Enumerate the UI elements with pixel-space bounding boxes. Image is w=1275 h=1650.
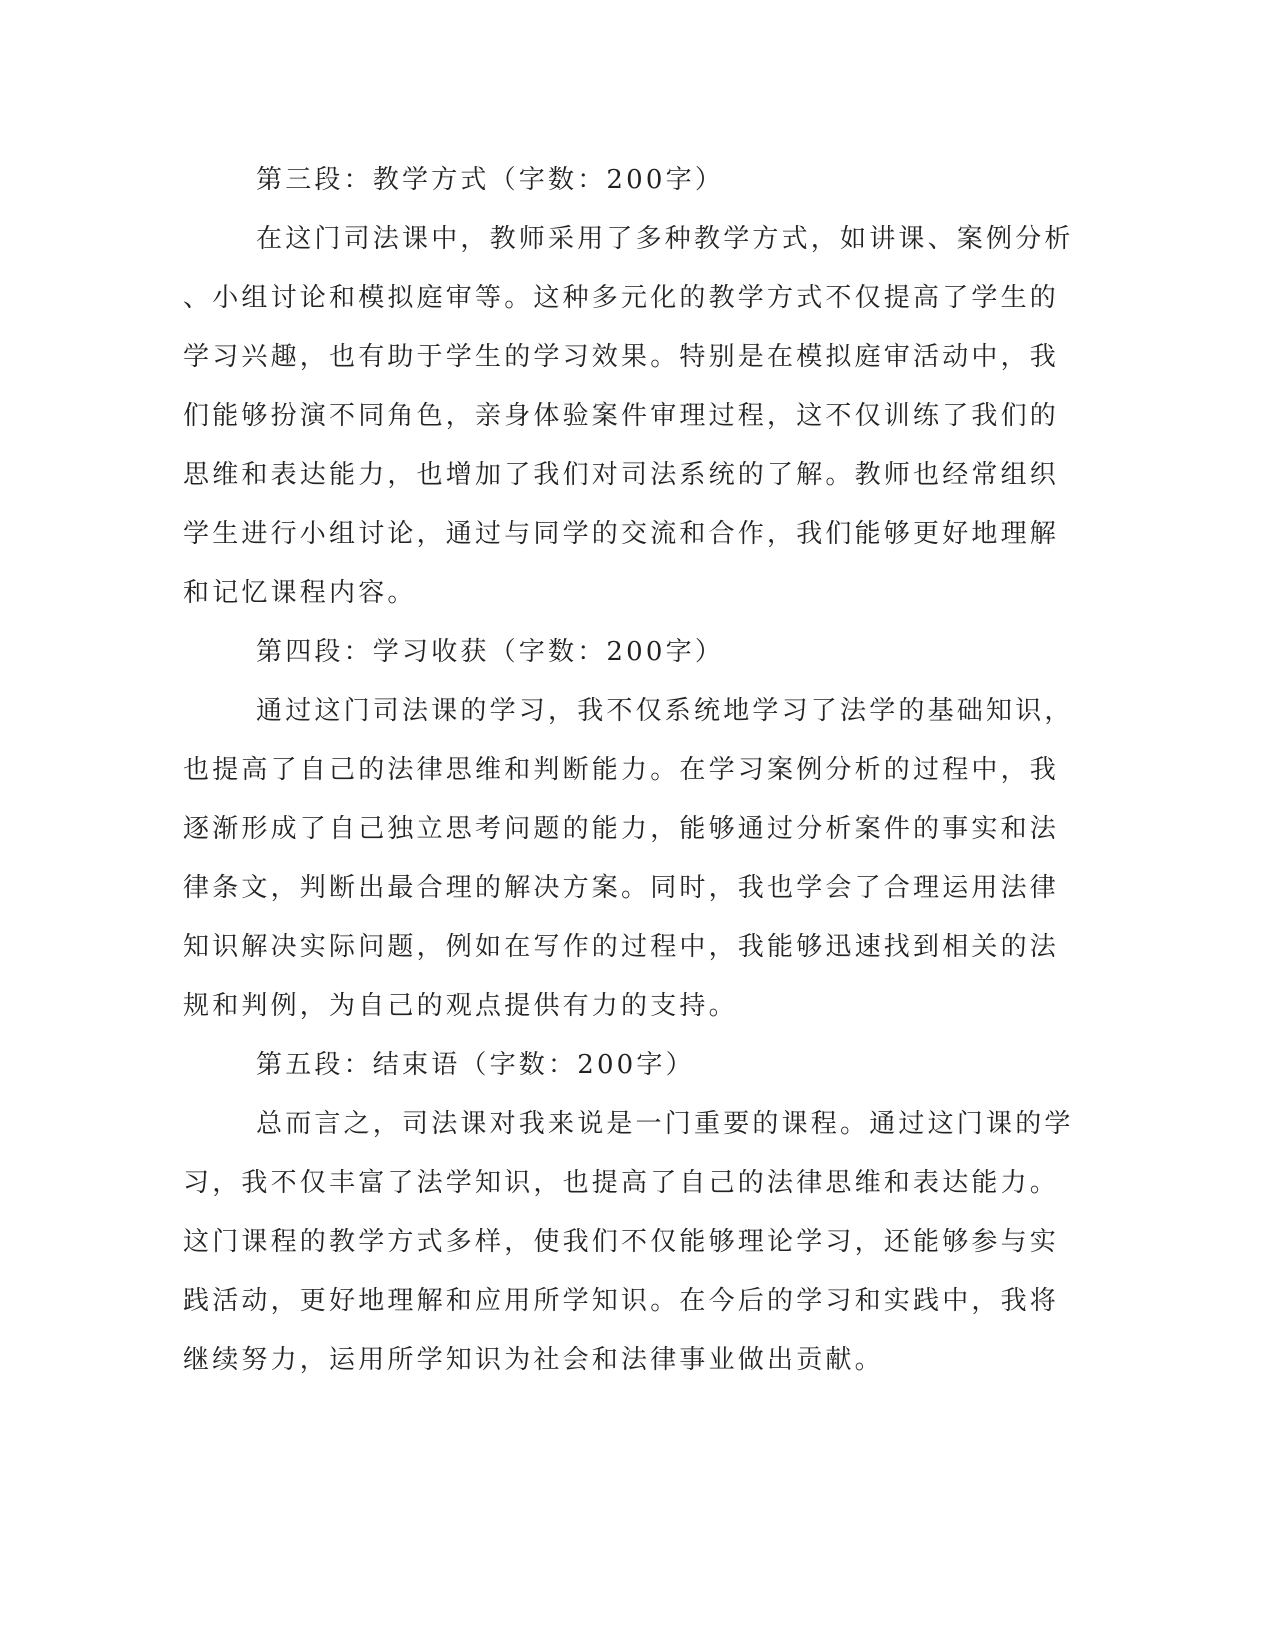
paragraph-line: 们能够扮演不同角色，亲身体验案件审理过程，这不仅训练了我们的 xyxy=(183,401,1060,431)
paragraph-line: 通过这门司法课的学习，我不仅系统地学习了法学的基础知识， xyxy=(256,696,1074,726)
paragraph-line: 、小组讨论和模拟庭审等。这种多元化的教学方式不仅提高了学生的 xyxy=(183,283,1060,313)
paragraph-line: 知识解决实际问题，例如在写作的过程中，我能够迅速找到相关的法 xyxy=(183,932,1060,962)
paragraph-line: 学生进行小组讨论，通过与同学的交流和合作，我们能够更好地理解 xyxy=(183,519,1060,549)
paragraph-line: 在这门司法课中，教师采用了多种教学方式，如讲课、案例分析 xyxy=(256,224,1074,254)
section-heading: 第五段：结束语（字数：200字） xyxy=(256,1050,695,1080)
paragraph-line: 和记忆课程内容。 xyxy=(183,578,417,608)
section-heading: 第三段：教学方式（字数：200字） xyxy=(256,165,725,195)
paragraph-line: 继续努力，运用所学知识为社会和法律事业做出贡献。 xyxy=(183,1345,884,1375)
paragraph-line: 思维和表达能力，也增加了我们对司法系统的了解。教师也经常组织 xyxy=(183,460,1060,490)
paragraph-line: 学习兴趣，也有助于学生的学习效果。特别是在模拟庭审活动中，我 xyxy=(183,342,1060,372)
paragraph-line: 总而言之，司法课对我来说是一门重要的课程。通过这门课的学 xyxy=(256,1109,1074,1139)
section-heading: 第四段：学习收获（字数：200字） xyxy=(256,637,725,667)
paragraph-line: 律条文，判断出最合理的解决方案。同时，我也学会了合理运用法律 xyxy=(183,873,1060,903)
paragraph-line: 践活动，更好地理解和应用所学知识。在今后的学习和实践中，我将 xyxy=(183,1286,1060,1316)
paragraph-line: 也提高了自己的法律思维和判断能力。在学习案例分析的过程中，我 xyxy=(183,755,1060,785)
paragraph-line: 逐渐形成了自己独立思考问题的能力，能够通过分析案件的事实和法 xyxy=(183,814,1060,844)
paragraph-line: 规和判例，为自己的观点提供有力的支持。 xyxy=(183,991,738,1021)
paragraph-line: 这门课程的教学方式多样，使我们不仅能够理论学习，还能够参与实 xyxy=(183,1227,1060,1257)
paragraph-line: 习，我不仅丰富了法学知识，也提高了自己的法律思维和表达能力。 xyxy=(183,1168,1060,1198)
